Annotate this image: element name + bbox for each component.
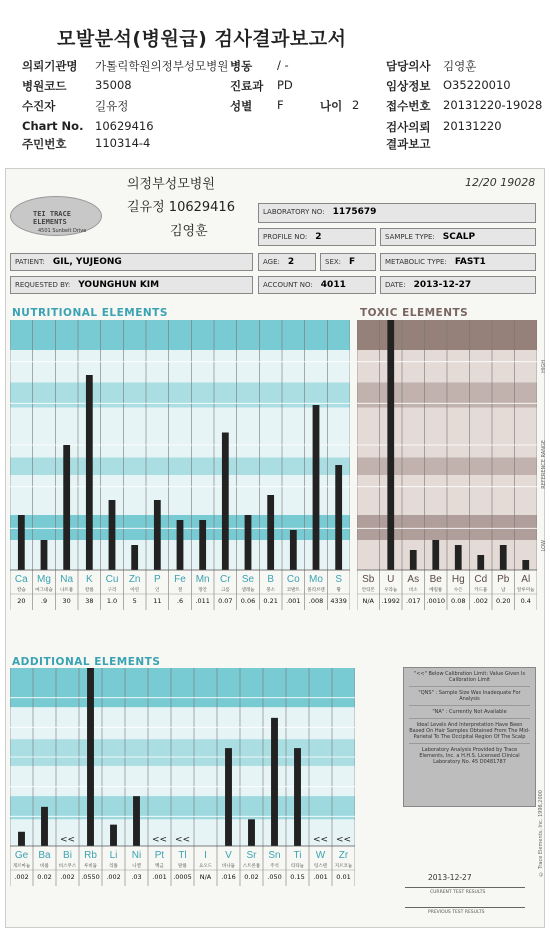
bar-ca <box>18 515 25 570</box>
legend-note: Laboratory Analysis Provided by Trace Elements, Inc. a H.H.S. Licensed Clinical Laboratory No. 45 D0481787 <box>419 747 520 765</box>
element-korean-name: 리튬 <box>109 864 118 869</box>
element-korean-name: 안티몬 <box>361 588 375 593</box>
toxic-title: TOXIC ELEMENTS <box>360 307 469 319</box>
element-symbol-ni: Ni <box>131 850 142 861</box>
element-value: .001 <box>286 597 301 605</box>
element-korean-name: 게르마늄 <box>12 864 31 869</box>
ward-label: 병동 <box>230 59 253 73</box>
element-value: .008 <box>308 597 324 605</box>
element-symbol-u: U <box>387 574 395 585</box>
element-value: 38 <box>85 597 94 605</box>
element-value: .03 <box>131 873 142 881</box>
sex-field: SEX: F <box>320 253 376 271</box>
tei-logo: TEI TRACE ELEMENTS <box>10 196 102 236</box>
toxic-low-label: LOW <box>541 540 547 552</box>
bar-ti <box>294 748 301 846</box>
bar-rb <box>87 668 94 846</box>
patient-stamp: 길유정 10629416 <box>127 200 235 215</box>
element-value: N/A <box>199 873 212 881</box>
element-korean-name: 나트륨 <box>60 588 74 593</box>
age-value: 2 <box>352 98 360 112</box>
element-symbol-fe: Fe <box>174 574 186 585</box>
requested-field: REQUESTED BY: YOUNGHUN KIM <box>10 276 253 294</box>
element-symbol-pt: Pt <box>154 850 165 861</box>
element-value: 0.02 <box>244 873 259 881</box>
hospcode-value: 35008 <box>95 78 132 92</box>
element-symbol-as: As <box>407 574 420 585</box>
element-value: 5 <box>132 597 137 605</box>
copyright: © Trace Elements, Inc. 1998,2000 <box>538 790 544 877</box>
element-korean-name: 백금 <box>155 864 164 869</box>
institution-label: 의뢰기관명 <box>22 59 78 73</box>
toxic-chart <box>357 320 537 610</box>
element-korean-name: 요오드 <box>198 864 213 869</box>
element-symbol-co: Co <box>286 574 300 585</box>
previous-line <box>405 907 525 908</box>
bar-pb <box>500 545 507 570</box>
element-symbol-i: I <box>204 850 207 861</box>
element-value: .002 <box>106 873 121 881</box>
bar-sn <box>271 718 278 846</box>
element-value: 0.08 <box>451 597 466 605</box>
element-symbol-tl: Tl <box>178 850 187 861</box>
element-korean-name: 인 <box>155 588 160 593</box>
element-symbol-zn: Zn <box>128 574 141 585</box>
element-korean-name: 크롬 <box>220 588 230 593</box>
element-value: 0.4 <box>520 597 531 605</box>
account-field: ACCOUNT NO: 4011 <box>258 276 376 294</box>
element-value: .011 <box>195 597 210 605</box>
element-korean-name: 철 <box>177 588 183 593</box>
element-value: .0550 <box>81 873 100 881</box>
element-symbol-ba: Ba <box>38 850 51 861</box>
bar-mg <box>41 540 48 570</box>
element-korean-name: 바륨 <box>40 864 49 869</box>
element-symbol-s: S <box>335 574 343 585</box>
date-field: DATE: 2013-12-27 <box>380 276 536 294</box>
bar-mn <box>199 520 206 570</box>
element-value: 4339 <box>330 597 347 605</box>
bar-sr <box>248 819 255 846</box>
element-value: .017 <box>406 597 421 605</box>
element-symbol-p: P <box>153 574 161 585</box>
element-value: 0.02 <box>37 873 52 881</box>
legend-note: "<<" Below Calibration Limit: Value Given Is Calibration Limit <box>409 671 530 687</box>
element-symbol-sr: Sr <box>246 850 257 861</box>
request-value: 20131220 <box>443 119 502 133</box>
element-korean-name: 니켈 <box>132 864 141 869</box>
element-value: .016 <box>221 873 236 881</box>
element-value: 0.01 <box>336 873 351 881</box>
element-korean-name: 납 <box>501 588 506 593</box>
dept-value: PD <box>277 78 293 92</box>
chart-label: Chart No. <box>22 119 84 133</box>
previous-results-label: PREVIOUS TEST RESULTS <box>428 910 485 915</box>
element-symbol-ti: Ti <box>293 850 302 861</box>
element-value: .002 <box>60 873 75 881</box>
element-korean-name: 코발트 <box>286 588 300 593</box>
element-value: .002 <box>473 597 488 605</box>
legend-note: "NA" : Currently Not Available <box>409 709 530 719</box>
element-korean-name: 알루미늄 <box>517 588 535 593</box>
sample-field: SAMPLE TYPE: SCALP <box>380 228 536 246</box>
element-korean-name: 베릴륨 <box>429 588 443 593</box>
element-symbol-v: V <box>225 850 232 861</box>
sex-label: 성별 <box>230 99 253 113</box>
bar-mo <box>313 405 320 570</box>
hospital-stamp: 의정부성모병원 <box>127 177 215 192</box>
legend-note: Ideal Levels And Interpretation Have Been Based On Hair Samples Obtained From The Mid-Parietal To The Occipital Region Of The Scalp <box>409 722 530 744</box>
bar-li <box>110 825 117 846</box>
element-value: 1.0 <box>106 597 118 605</box>
profile-field: PROFILE NO: 2 <box>258 228 376 246</box>
element-symbol-zr: Zr <box>338 850 349 861</box>
receipt-value: 20131220-19028 <box>443 98 543 112</box>
bar-na <box>63 445 70 570</box>
element-symbol-cr: Cr <box>220 574 231 585</box>
reference-band <box>10 739 355 766</box>
element-value: .002 <box>14 873 29 881</box>
clinical-value: O35220010 <box>443 78 511 92</box>
element-symbol-mo: Mo <box>309 574 323 585</box>
element-korean-name: 구리 <box>107 588 117 593</box>
element-symbol-sb: Sb <box>362 574 375 585</box>
element-symbol-li: Li <box>109 850 118 861</box>
clinical-label: 임상정보 <box>386 79 431 93</box>
doctor-stamp: 김영훈 <box>170 224 208 239</box>
element-korean-name: 붕소 <box>266 588 276 593</box>
element-value: .1992 <box>381 597 401 605</box>
bar-s <box>335 465 342 570</box>
element-value: 0.21 <box>263 597 278 605</box>
bar-cr <box>222 433 229 571</box>
element-symbol-bi: Bi <box>63 850 72 861</box>
doctor-value: 김영훈 <box>443 59 477 73</box>
reference-band <box>10 668 355 707</box>
element-value: 30 <box>62 597 71 605</box>
bar-se <box>245 515 252 570</box>
element-symbol-mn: Mn <box>195 574 210 585</box>
element-symbol-hg: Hg <box>451 574 465 585</box>
handwritten-note: 12/20 19028 <box>465 176 536 189</box>
bar-k <box>86 375 93 570</box>
element-symbol-ca: Ca <box>14 574 28 585</box>
element-value: .0005 <box>173 873 192 881</box>
patient-value: 길유정 <box>95 99 129 113</box>
bar-be <box>432 540 439 570</box>
legend-notes <box>403 667 536 807</box>
bar-cd <box>477 555 484 570</box>
resident-value: 110314-4 <box>95 136 151 150</box>
element-symbol-cd: Cd <box>474 574 488 585</box>
element-korean-name: 칼륨 <box>84 588 94 593</box>
element-korean-name: 칼슘 <box>16 588 26 593</box>
institution-value: 가톨릭학원의정부성모병원 <box>95 59 229 73</box>
element-symbol-mg: Mg <box>37 574 51 585</box>
bar-zn <box>131 545 138 570</box>
element-korean-name: 바나듐 <box>221 864 236 869</box>
bar-as <box>410 550 417 570</box>
element-korean-name: 몰리브덴 <box>307 588 325 593</box>
bar-cu <box>109 500 116 570</box>
element-symbol-se: Se <box>241 574 255 585</box>
report-title: 모발분석(병원급) 검사결과보고서 <box>57 28 347 50</box>
doctor-label: 담당의사 <box>386 59 431 73</box>
element-korean-name: 수은 <box>453 588 463 593</box>
element-value: 0.15 <box>290 873 305 881</box>
element-korean-name: 마그네슘 <box>35 588 53 593</box>
request-label: 검사의뢰 <box>386 120 431 134</box>
sex-value: F <box>277 98 284 112</box>
metabolic-field: METABOLIC TYPE: FAST1 <box>380 253 536 271</box>
additional-chart <box>10 668 355 886</box>
element-value: .050 <box>267 873 282 881</box>
bar-al <box>522 560 529 570</box>
legend-note: "QNS" : Sample Size Was Inadequate For Analysis <box>409 690 530 706</box>
element-korean-name: 비소 <box>408 588 418 593</box>
current-results-label: CURRENT TEST RESULTS <box>430 890 486 895</box>
current-line <box>405 887 525 888</box>
bar-u <box>387 320 394 570</box>
element-symbol-na: Na <box>60 574 74 585</box>
hospcode-label: 병원코드 <box>22 79 67 93</box>
element-value: N/A <box>362 597 374 605</box>
result-label: 결과보고 <box>386 137 431 151</box>
element-symbol-cu: Cu <box>105 574 119 585</box>
element-value: .9 <box>40 597 48 605</box>
element-korean-name: 셀레늄 <box>241 588 255 593</box>
element-value: 0.20 <box>496 597 511 605</box>
element-symbol-b: B <box>267 574 275 585</box>
dept-label: 진료과 <box>230 79 264 93</box>
bar-v <box>225 748 232 846</box>
bar-hg <box>455 545 462 570</box>
reference-band <box>10 383 350 408</box>
resident-label: 주민번호 <box>22 137 67 151</box>
bar-ba <box>41 807 48 846</box>
age-field: AGE: 2 <box>258 253 316 271</box>
reference-band <box>10 320 350 350</box>
receipt-label: 접수번호 <box>386 99 431 113</box>
bar-fe <box>177 520 184 570</box>
element-korean-name: 망간 <box>198 588 208 593</box>
element-value: .6 <box>176 597 184 605</box>
toxic-high-label: HIGH <box>541 360 547 373</box>
lab-no-field: LABORATORY NO: 1175679 <box>258 203 536 223</box>
below-limit-mark: << <box>312 835 329 845</box>
element-korean-name: 아연 <box>130 588 140 593</box>
bar-ge <box>18 832 25 846</box>
element-symbol-be: Be <box>429 574 442 585</box>
element-korean-name: 티타늄 <box>290 864 305 869</box>
element-value: .001 <box>313 873 328 881</box>
bar-ni <box>133 796 140 846</box>
element-symbol-sn: Sn <box>268 850 281 861</box>
lab-address: 4501 Sunbelt Drive <box>38 228 87 234</box>
element-korean-name: 우라늄 <box>384 588 398 593</box>
patient-label: 수진자 <box>22 99 56 113</box>
element-korean-name: 비스무스 <box>58 864 77 869</box>
patient-field: PATIENT: GIL, YUJEONG <box>10 253 253 271</box>
element-symbol-k: K <box>85 574 93 585</box>
chart-value: 10629416 <box>95 119 154 133</box>
below-limit-mark: << <box>151 835 168 845</box>
element-korean-name: 카드뮴 <box>474 588 488 593</box>
element-symbol-pb: Pb <box>497 574 510 585</box>
ward-value: / - <box>277 58 289 72</box>
element-value: 0.07 <box>218 597 233 605</box>
element-value: 0.06 <box>240 597 256 605</box>
reference-band <box>10 458 350 476</box>
element-symbol-rb: Rb <box>84 850 97 861</box>
bar-b <box>267 495 274 570</box>
below-limit-mark: << <box>174 835 191 845</box>
element-value: 20 <box>17 597 26 605</box>
element-korean-name: 루비듐 <box>83 864 98 869</box>
bar-p <box>154 500 161 570</box>
element-korean-name: 스트론튬 <box>242 864 261 869</box>
age-label: 나이 <box>320 99 343 113</box>
below-limit-mark: << <box>335 835 352 845</box>
element-korean-name: 지르코늄 <box>334 864 353 869</box>
element-korean-name: 텅스텐 <box>313 864 328 869</box>
toxic-ref-label: REFERENCE RANGE <box>541 440 547 489</box>
element-symbol-w: W <box>315 850 326 861</box>
additional-title: ADDITIONAL ELEMENTS <box>12 656 161 668</box>
element-value: 11 <box>153 597 162 605</box>
element-korean-name: 황 <box>336 588 341 593</box>
bar-co <box>290 530 297 570</box>
current-test-date: 2013-12-27 <box>428 873 472 882</box>
element-korean-name: 탈륨 <box>178 864 187 869</box>
nutritional-title: NUTRITIONAL ELEMENTS <box>12 307 168 319</box>
element-value: .0010 <box>426 597 446 605</box>
nutritional-chart <box>10 320 350 610</box>
element-symbol-al: Al <box>521 574 531 585</box>
reference-band <box>10 796 355 819</box>
element-value: .001 <box>152 873 167 881</box>
element-korean-name: 주석 <box>270 864 279 869</box>
element-symbol-ge: Ge <box>14 850 29 861</box>
below-limit-mark: << <box>59 835 76 845</box>
